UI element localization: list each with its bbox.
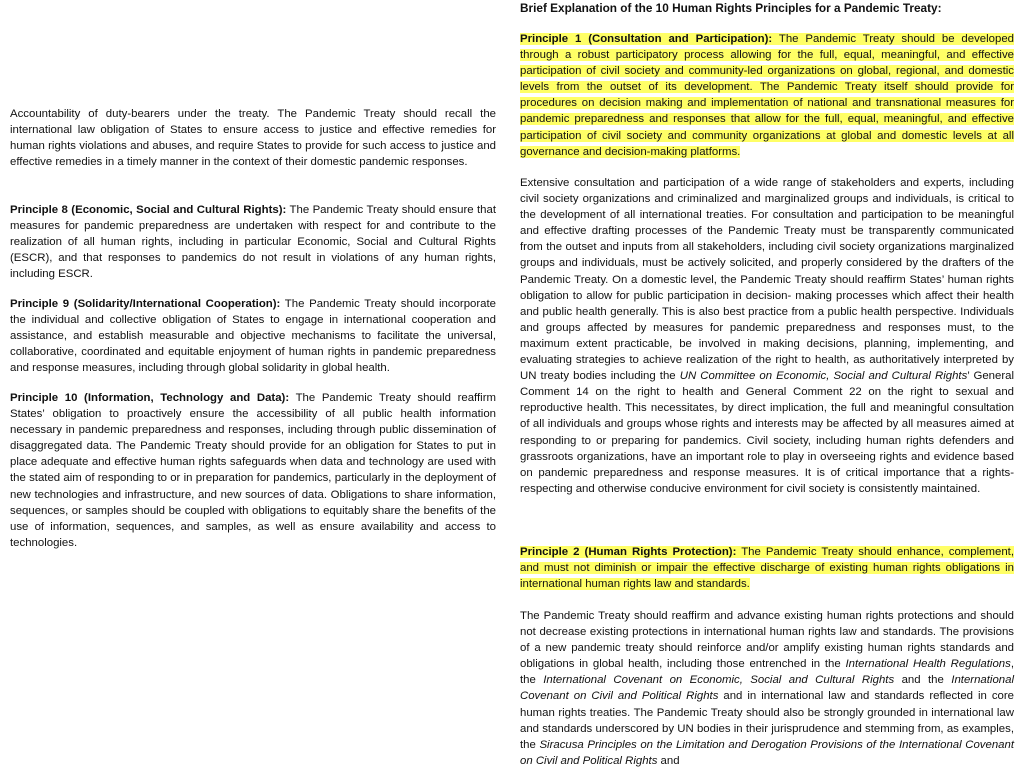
principle-1-paragraph: [520, 31, 1014, 160]
principle-8-paragraph: [10, 202, 496, 282]
principle-2-paragraph: [520, 544, 1014, 592]
principle-2-text: The Pandemic Treaty should enhance, complement, and must not diminish or impair the effective discharge of existing human rights obligations in international human rights law and standards.: [520, 546, 1014, 591]
iccpr-reference: International Covenant on Civil and Political Rights: [520, 674, 1014, 703]
accountability-paragraph: [10, 106, 496, 170]
icescr-reference: International Covenant on Economic, Social and Cultural Rights: [543, 674, 895, 687]
principle-1-text: The Pandemic Treaty should be developed through a robust participatory process allowing for the full, equal, meaningful, and effective participation of civil society and community-led organizations on global, regional, and domestic levels from the outset of its development. The Pandemic Treaty itself should provide for procedures on decision making and implementation of national and transnational measures for pandemic preparedness and responses that allow for the full, equal, meaningful, and effective participation of civil society and community organizations at global and domestic levels at all governance and decision-making platforms.: [520, 33, 1014, 158]
principle-2-title: Principle 2 (Human Rights Protection):: [520, 546, 737, 558]
principle-9-title: Principle 9 (Solidarity/International Cooperation):: [10, 298, 281, 310]
principle-1-title: Principle 1 (Consultation and Participation):: [520, 33, 773, 45]
siracusa-reference: Siracusa Principles on the Limitation and Derogation Provisions of the International Covenant on Civil and Political Rights: [520, 738, 1014, 767]
principle-9-text: The Pandemic Treaty should incorporate the individual and collective obligation of States to engage in international cooperation and assistance, and establish measurable and objective mechanisms to facilitate the universal, collaborative, coordinated and equitable enjoyment of human rights in pandemic preparedness and response measures, including through global solidarity in global health.: [10, 298, 496, 375]
ihr-reference: International Health Regulations: [845, 658, 1011, 671]
principle-8-text: The Pandemic Treaty should ensure that measures for pandemic preparedness are undertaken with respect for and contribute to the realization of all human rights, including in particular Economic, Social and Cultural Rights (ESCR), and that responses to pandemics do not result in violations of any human rights, including ESCR.: [10, 204, 497, 281]
accountability-text: Accountability of duty-bearers under the treaty. The Pandemic Treaty should recall the international law obligation of States to ensure access to justice and effective remedies for human rights violations and abuses, and require States to provide for such access to justice and effective remedies in a timely manner in the context of their domestic pandemic responses.: [10, 108, 496, 169]
explanation-2-paragraph: The Pandemic Treaty should reaffirm and advance existing human rights protections and should not decrease existing protections in international human rights law and standards. The provisions of a new pandemic treaty should reinforce and/or amplify existing human rights standards and obligations in global health, including those entrenched in the International Health Regulations, the International Covenant on Economic, Social and Cultural Rights and the International Covenant on Civil and Political Rights and in international law and standards reflected in core human rights treaties. The Pandemic Treaty should also be strongly grounded in international law and standards underscored by UN bodies in their jurisprudence and stemming from, as examples, the Siracusa Principles on the Limitation and Derogation Provisions of the International Covenant on Civil and Political Rights and: [520, 610, 1015, 767]
explanation-1-paragraph: Extensive consultation and participation of a wide range of stakeholders and experts, including civil society organizations and criminalized and marginalized groups and individuals, is critical to the development of all international treaties. For consultation and participation to be meaningful and effective drafting processes of the Pandemic Treaty must be transparently communicated from the outset and inputs from all stakeholders, including civil society organizations marginalized groups and individuals, must be actively solicited, and properly considered by the drafters of the Pandemic Treaty. On a domestic level, the Pandemic Treaty should reaffirm States’ human rights obligation to allow for public participation in decision- making processes which affect their health and public health generally. This is also best practice from a public health perspective. Individuals and groups affected by measures for pandemic preparedness and responses must, to the maximum extent practicable, be involved in making decisions, planning, implementing, and evaluating strategies to achieve realization of the right to health, as authoritatively interpreted by UN treaty bodies including the UN Committee on Economic, Social and Cultural Rights’ General Comment 14 on the right to health and General Comment 22 on the right to sexual and reproductive health. This necessitates, by direct implication, the full and meaningful consultation of all individuals and groups whose rights and interests may be affected by all measures aimed at responding to or preparing for pandemics. Civil society, including human rights defenders and grassroots organizations, have an important role to play in overseeing rights and evidence based on pandemic preparedness and response measures. It is of critical importance that a rights- respecting and otherwise conducive environment for civil society is consistently maintained.: [520, 177, 1014, 495]
principle-2-highlight: [520, 546, 1014, 590]
principle-9-paragraph: [10, 296, 496, 376]
principle-8-title: Principle 8 (Economic, Social and Cultural Rights):: [10, 204, 287, 216]
principle-10-paragraph: [10, 390, 496, 551]
principle-10-text: The Pandemic Treaty should reaffirm States’ obligation to proactively ensure the accessibility of all public health information necessary in pandemic preparedness and responses, including through public dissemination of disaggregated data. The Pandemic Treaty should provide for an obligation for States to put in place adequate and effective human rights safeguards when data and technology are used with the stated aim of responding to or in preparation for pandemics, particularly in the deployment of new technologies and infrastructure, and new sources of data. Obligations to share information, sequences, or samples should be coupled with obligations to equitably share the benefits of the use of information, sequences, and samples, as well as ensure availability and access to technologies.: [10, 392, 496, 549]
cescr-reference: UN Committee on Economic, Social and Cultural Rights: [679, 370, 968, 383]
principle-10-title: Principle 10 (Information, Technology and Data):: [10, 392, 290, 404]
section-heading: Brief Explanation of the 10 Human Rights Principles for a Pandemic Treaty:: [520, 1, 942, 15]
principle-1-highlight: [520, 33, 1014, 158]
